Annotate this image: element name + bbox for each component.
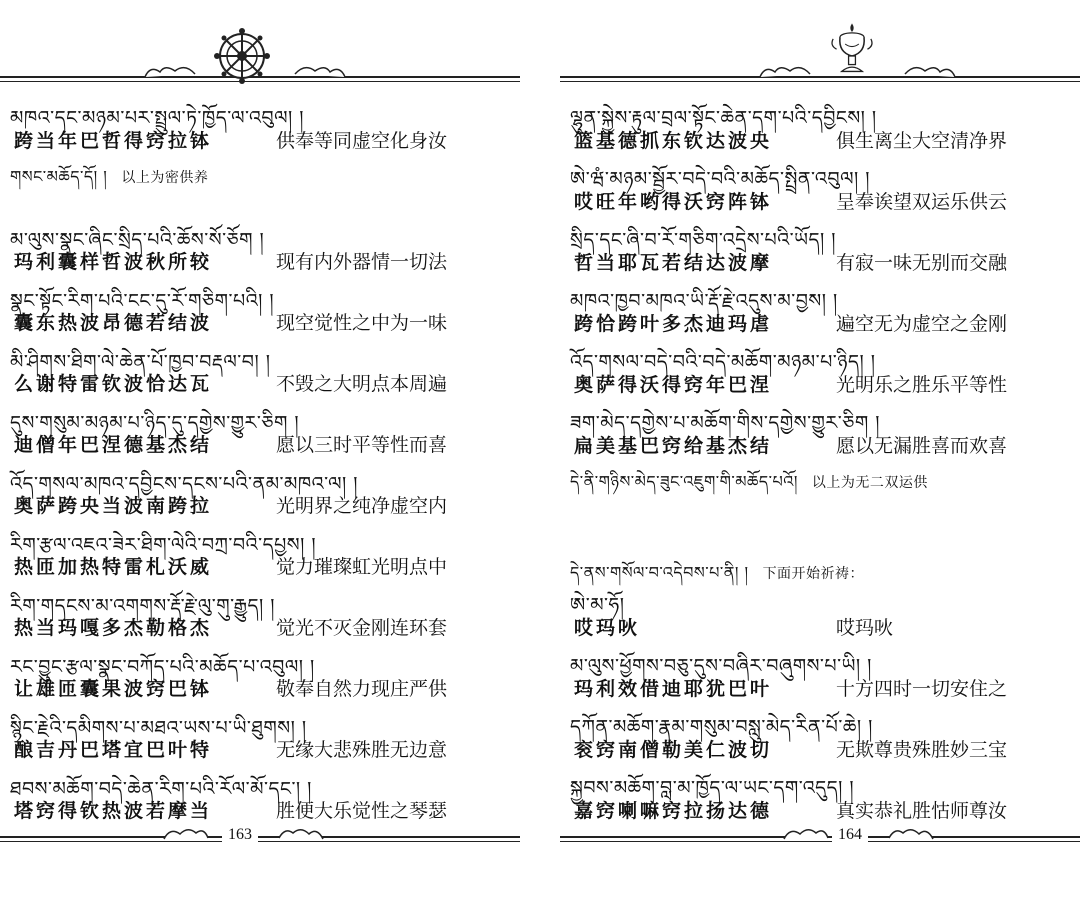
verse-line-transliteration — [560, 793, 1080, 824]
verse-line-transliteration — [560, 367, 1080, 398]
section-note: 以上为无二双运供 — [811, 476, 928, 491]
verse-line-tibetan — [560, 275, 1080, 312]
verse-line-tibetan — [560, 153, 1080, 190]
tibetan-text: སྐྱབས་མཆོག་བླ་མ་ཁྱོད་ལ་ཡང་དག་འདུད། ། — [570, 777, 855, 799]
verse-line-tibetan — [0, 641, 520, 678]
verse-line-tibetan — [560, 549, 1080, 580]
verse-line-tibetan — [0, 702, 520, 739]
chinese-transliteration: 跨恰跨叶多杰迪玛虐 — [574, 312, 773, 335]
verse-line-tibetan — [560, 640, 1080, 677]
stanza-gap — [560, 519, 1080, 549]
chinese-translation: 现有内外器情一切法 — [276, 252, 448, 273]
verse-line-transliteration — [0, 244, 520, 275]
verse-line-transliteration — [560, 306, 1080, 337]
chinese-translation: 哎玛吙 — [836, 617, 894, 639]
page-number: 163 — [222, 826, 258, 844]
verse-line-tibetan — [0, 763, 520, 800]
tibetan-text: མཁའ་དང་མཉམ་པར་སྤྲུལ་ཏེ་ཁྱོད་ལ་འབུལ། ། — [10, 107, 304, 129]
verse-line-tibetan — [0, 153, 520, 184]
chinese-transliteration: 让雄匝囊果波窍巴钵 — [14, 678, 213, 700]
chinese-translation: 敬奉自然力现庄严供 — [276, 679, 448, 700]
section-note: 下面开始祈祷： — [762, 566, 865, 582]
tibetan-text: ཨེ་མ་ཧོ། — [570, 594, 625, 616]
verse-line-transliteration — [0, 793, 520, 824]
chinese-translation: 觉力璀璨虹光明点中 — [276, 557, 448, 578]
verse-line-transliteration — [0, 366, 520, 397]
chinese-transliteration: 哎旺年哟得沃窍阵钵 — [574, 190, 773, 213]
left-page — [0, 0, 520, 907]
tibetan-text: རིག་རྩལ་འཇའ་ཟེར་ཐིག་ལེའི་བཀྲ་བའི་དཔྱས། ། — [10, 533, 317, 556]
tibetan-text: ཟག་མེད་དགྱེས་པ་མཆོག་གིས་དགྱེས་གྱུར་ཅིག ། — [570, 412, 880, 434]
cloud-ornament-icon — [275, 824, 325, 844]
section-note: 以上为密供养 — [121, 171, 209, 186]
verse-line-tibetan — [560, 579, 1080, 616]
tibetan-text: འོད་གསལ་མཁའ་དབྱིངས་དངས་པའི་ནམ་མཁའ་ལ། ། — [10, 472, 358, 495]
chinese-translation: 胜便大乐觉性之琴瑟 — [276, 801, 448, 822]
verse-line-tibetan — [560, 701, 1080, 738]
chinese-transliteration: 跨当年巴哲得窍拉钵 — [14, 129, 213, 152]
chinese-transliteration: 扁美基巴窍给基杰结 — [574, 434, 773, 457]
verse-line-tibetan — [560, 214, 1080, 251]
verse-line-transliteration — [560, 610, 1080, 641]
verse-line-tibetan — [0, 336, 520, 373]
cloud-ornament-icon — [160, 824, 210, 844]
verse-line-tibetan — [560, 336, 1080, 373]
chinese-translation: 真实恭礼胜怙师尊汝 — [836, 800, 1008, 822]
chinese-translation: 遍空无为虚空之金刚 — [836, 313, 1008, 335]
chinese-transliteration: 奥萨跨央当波南跨拉 — [14, 495, 213, 517]
verse-line-transliteration — [560, 123, 1080, 154]
tibetan-text: གསང་མཆོད་དོ། ། 以上为密供养 — [10, 167, 209, 186]
chinese-transliteration: 塔窍得钦热波若摩当 — [14, 800, 213, 822]
verse-line-tibetan — [0, 397, 520, 434]
chinese-transliteration: 囊东热波昂德若结波 — [14, 312, 213, 334]
chinese-translation: 现空觉性之中为一味 — [276, 313, 448, 334]
chinese-translation: 无缘大悲殊胜无边意 — [276, 740, 448, 761]
tibetan-text: མཁའ་ཁྱབ་མཁའ་ཡི་རྡོ་རྗེ་འདུས་མ་བྱས། ། — [570, 290, 838, 312]
tibetan-text: ལྷུན་སྐྱེས་རྟུལ་བྲལ་སྟོང་ཆེན་དག་པའི་དབྱིངས། ། — [570, 107, 877, 129]
cloud-ornament-icon — [140, 62, 200, 82]
chinese-translation: 愿以无漏胜喜而欢喜 — [836, 435, 1008, 457]
verse-line-transliteration — [0, 427, 520, 458]
chinese-transliteration: 热匝加热特雷札沃威 — [14, 556, 213, 578]
tibetan-text: སྙིང་རྗེའི་དམིགས་པ་མཐའ་ཡས་པ་ཡི་ཐུགས། ། — [10, 716, 307, 739]
tibetan-text: དཀོན་མཆོག་རྣམ་གསུམ་བསླུ་མེད་རིན་པོ་ཆེ། ། — [570, 716, 873, 738]
verse-line-transliteration — [0, 305, 520, 336]
verse-line-transliteration — [560, 245, 1080, 276]
dharma-wheel-icon — [212, 26, 272, 86]
chinese-transliteration: 玛利囊样哲波秋所较 — [14, 251, 213, 273]
footer-rule-thin — [0, 841, 520, 842]
left-page-body — [0, 92, 520, 824]
chinese-transliteration: 迪僧年巴涅德基杰结 — [14, 434, 213, 456]
tibetan-text: མ་ལུས་སྣང་ཞིང་སྲིད་པའི་ཆོས་སོ་ཅོག ། — [10, 228, 265, 251]
tibetan-text: ཐབས་མཆོག་བདེ་ཆེན་རིག་པའི་རོལ་མོ་དང་། ། — [10, 777, 312, 800]
tibetan-text: ཨེ་ཝཾ་མཉམ་སྦྱོར་བདེ་བའི་མཆོད་སྤྲིན་འབུལ། ། — [570, 168, 870, 190]
verse-line-transliteration — [0, 610, 520, 641]
right-page-body — [560, 92, 1080, 823]
cloud-ornament-icon — [755, 62, 815, 82]
chinese-translation: 愿以三时平等性而喜 — [276, 435, 448, 456]
chinese-transliteration: 么谢特雷钦波恰达瓦 — [14, 373, 213, 395]
tibetan-text: རིག་གདངས་མ་འགགས་རྡོ་རྗེ་ལུ་གུ་རྒྱུད། ། — [10, 594, 276, 617]
verse-line-transliteration — [560, 428, 1080, 459]
header-rule-thin — [560, 81, 1080, 82]
header-rule — [560, 76, 1080, 78]
chinese-transliteration: 玛利效借迪耶犹巴叶 — [574, 677, 773, 700]
verse-line-tibetan — [560, 762, 1080, 799]
chinese-translation: 供奉等同虚空化身汝 — [276, 130, 448, 152]
verse-line-tibetan — [560, 397, 1080, 434]
chinese-transliteration: 哲当耶瓦若结达波摩 — [574, 251, 773, 274]
chinese-transliteration: 嘉窍喇嘛窍拉扬达德 — [574, 799, 773, 822]
verse-line-transliteration — [560, 184, 1080, 215]
chinese-transliteration: 篮基德抓东钦达波央 — [574, 129, 773, 152]
chinese-translation: 觉光不灭金刚连环套 — [276, 618, 448, 639]
tibetan-text: འོད་གསལ་བདེ་བའི་བདེ་མཆོག་མཉམ་པ་ཉིད། ། — [570, 351, 876, 373]
page-number: 164 — [832, 826, 868, 844]
right-page — [560, 0, 1080, 907]
chinese-translation: 无欺尊贵殊胜妙三宝 — [836, 739, 1008, 761]
chinese-translation: 俱生离尘大空清净界 — [836, 130, 1008, 152]
verse-line-tibetan — [560, 92, 1080, 129]
chinese-translation: 光明界之纯净虚空内 — [276, 496, 448, 517]
verse-line-transliteration — [560, 732, 1080, 763]
cloud-ornament-icon — [885, 824, 935, 844]
chinese-transliteration: 衮窍南僧勒美仁波切 — [574, 738, 773, 761]
verse-line-tibetan — [0, 275, 520, 312]
footer-rule — [0, 836, 520, 838]
tibetan-text: སྲིད་དང་ཞི་བ་རོ་གཅིག་འདྲེས་པའི་ཡོད། ། — [570, 229, 836, 251]
cloud-ornament-icon — [780, 824, 830, 844]
cloud-ornament-icon — [900, 62, 960, 82]
tibetan-text: དེ་ནི་གཉིས་མེད་ཟུང་འཇུག་གི་མཆོད་པའོ། 以上为无二双运供 — [570, 472, 928, 491]
verse-line-tibetan — [0, 214, 520, 251]
verse-line-transliteration — [560, 671, 1080, 702]
chinese-transliteration: 热当玛嘎多杰勒格杰 — [14, 617, 213, 639]
cloud-ornament-icon — [290, 62, 350, 82]
offering-vase-icon — [822, 20, 882, 80]
tibetan-text: སྣང་སྟོང་རིག་པའི་ངང་དུ་རོ་གཅིག་པའི། ། — [10, 289, 275, 312]
verse-line-tibetan — [0, 458, 520, 495]
tibetan-text: མི་ཤིགས་ཐིག་ལེ་ཆེན་པོ་ཁྱབ་བརྡལ་བ། ། — [10, 350, 271, 373]
chinese-translation: 十方四时一切安住之 — [836, 678, 1008, 700]
verse-line-tibetan — [0, 580, 520, 617]
chinese-translation: 有寂一味无别而交融 — [836, 252, 1008, 274]
verse-line-transliteration — [0, 732, 520, 763]
verse-line-transliteration — [0, 123, 520, 154]
tibetan-text: མ་ལུས་ཕྱོགས་བཅུ་དུས་བཞིར་བཞུགས་པ་ཡི། ། — [570, 655, 872, 677]
tibetan-text: རང་བྱུང་རྩལ་སྣང་བཀོད་པའི་མཆོད་པ་འབུལ། ། — [10, 655, 315, 678]
verse-line-tibetan — [560, 458, 1080, 489]
verse-line-transliteration — [0, 671, 520, 702]
verse-line-tibetan — [0, 519, 520, 556]
verse-line-tibetan — [0, 92, 520, 129]
tibetan-text: དུས་གསུམ་མཉམ་པ་ཉིད་དུ་དགྱེས་གྱུར་ཅིག ། — [10, 411, 300, 434]
chinese-translation: 不毁之大明点本周遍 — [276, 374, 448, 395]
chinese-transliteration: 哎玛吙 — [574, 616, 641, 639]
chinese-translation: 光明乐之胜乐平等性 — [836, 374, 1008, 396]
chinese-transliteration: 酿吉丹巴塔宜巴叶特 — [14, 739, 213, 761]
tibetan-text: དེ་ནས་གསོལ་བ་འདེབས་པ་ནི། ། 下面开始祈祷： — [570, 562, 865, 582]
chinese-translation: 呈奉诶望双运乐供云 — [836, 191, 1008, 213]
verse-line-transliteration — [0, 488, 520, 519]
chinese-transliteration: 奥萨得沃得窍年巴涅 — [574, 373, 773, 396]
verse-line-transliteration — [0, 549, 520, 580]
